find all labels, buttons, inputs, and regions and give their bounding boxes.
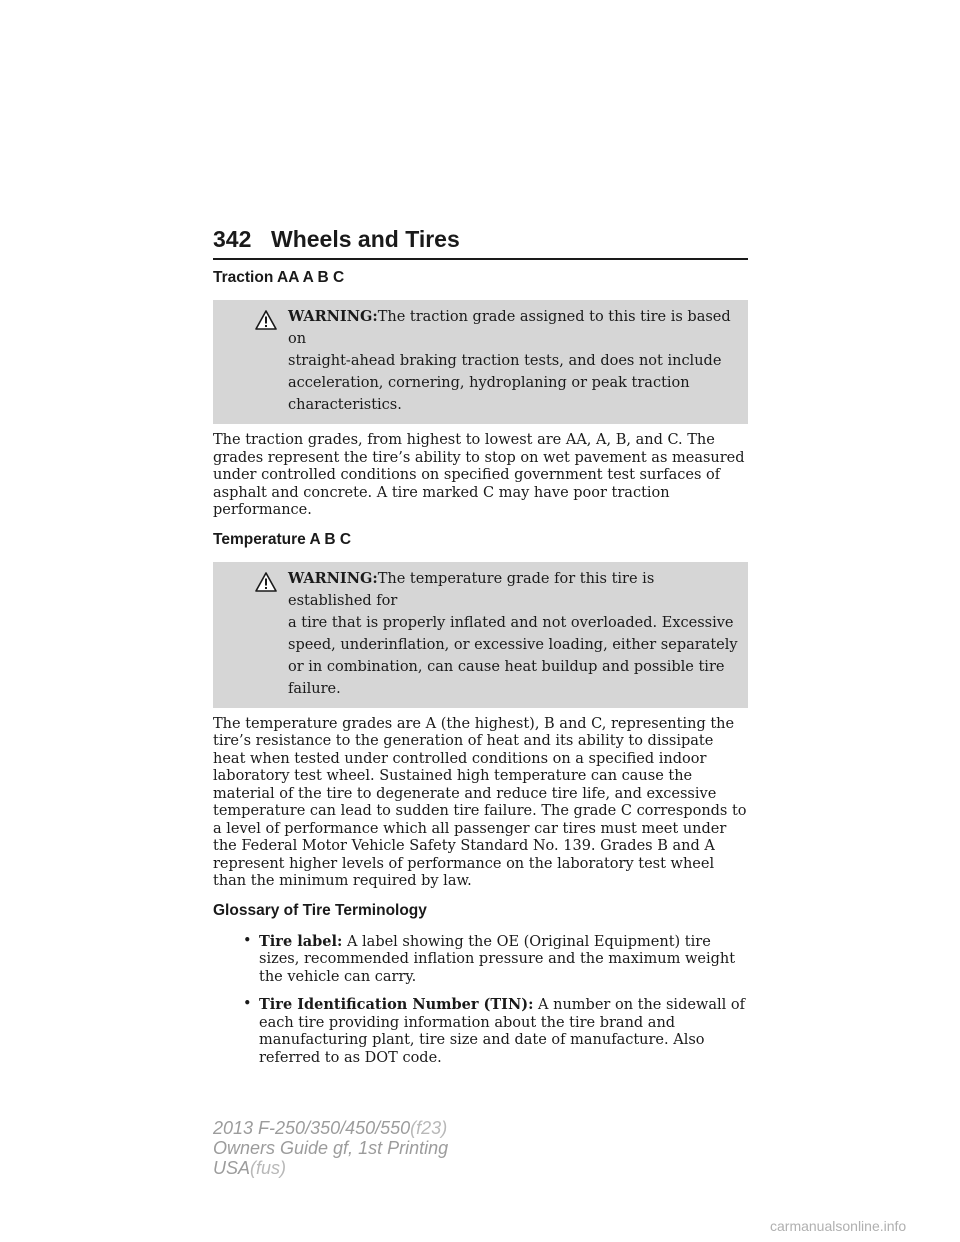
- page-number: 342: [213, 226, 252, 252]
- page-content: [213, 268, 748, 1077]
- traction-warning-text-line1: The traction grade assigned to this tire is based on: [288, 309, 731, 347]
- traction-body: The traction grades, from highest to lowest are AA, A, B, and C. The grades represent the tire’s ability to stop on wet pavement as measured under controlled conditions on specified government test surfaces of asphalt and concrete. A tire marked C may have poor traction performance.: [213, 432, 745, 518]
- footer-model: 2013 F-250/350/450/550: [213, 1118, 411, 1138]
- warning-label: WARNING:: [288, 308, 378, 325]
- temperature-warning-text-rest: a tire that is properly inflated and not overloaded. Excessive speed, underinflation, or excessive loading, either separately or in combination, can cause heat buildup and possible tire failure.: [288, 614, 738, 697]
- warning-triangle-icon: [255, 310, 277, 330]
- footer-region: USA: [213, 1158, 251, 1178]
- temperature-warning-first-line: [243, 568, 740, 612]
- warning-label: WARNING:: [288, 569, 378, 587]
- traction-warning: [213, 300, 748, 424]
- footer-line-3: [213, 1158, 448, 1178]
- footer-region-code: (fus): [250, 1158, 287, 1178]
- traction-warning-text-rest: straight-ahead braking traction tests, and does not include acceleration, cornering, hydroplaning or peak traction characteristics.: [288, 353, 722, 413]
- watermark: carmanualsonline.info: [770, 1218, 907, 1234]
- header-rule: [213, 258, 748, 260]
- section-title: Wheels and Tires: [271, 226, 460, 252]
- glossary-definition: A number on the sidewall of each tire providing information about the tire brand and manufacturing plant, tire size and date of manufacture. Also referred to as DOT code.: [259, 997, 745, 1066]
- temperature-heading: Temperature A B C: [213, 530, 352, 548]
- bullet-icon: •: [243, 932, 252, 949]
- footer-line-1: [213, 1118, 448, 1138]
- warning-triangle-icon: [255, 572, 277, 592]
- document-footer: [213, 1118, 448, 1178]
- bullet-icon: •: [243, 996, 252, 1012]
- glossary-list: [213, 933, 748, 1068]
- footer-line-2: Owners Guide gf, 1st Printing: [213, 1138, 449, 1158]
- glossary-term: Tire Identification Number (TIN):: [259, 996, 534, 1013]
- glossary-definition: A label showing the OE (Original Equipment) tire sizes, recommended inflation pressure and the maximum weight the vehicle can carry.: [259, 933, 736, 985]
- temperature-warning: [213, 562, 748, 708]
- list-item: [213, 933, 748, 987]
- traction-warning-first-line: [243, 306, 740, 350]
- glossary-term: Tire label:: [259, 932, 343, 950]
- temperature-warning-text-line1: The temperature grade for this tire is established for: [288, 570, 655, 609]
- temperature-body: The temperature grades are A (the highest), B and C, representing the tire’s resistance to the generation of heat and its ability to dissipate heat when tested under controlled conditions on a specified indoor laboratory test wheel. Sustained high temperature can cause the material of the tire to degenerate and reduce tire life, and excessive temperature can lead to sudden tire failure. The grade C corresponds to a level of performance which all passenger car tires must meet under the Federal Motor Vehicle Safety Standard No. 139. Grades B and A represent higher levels of performance on the laboratory test wheel than the minimum required by law.: [213, 715, 747, 889]
- list-item: [213, 996, 748, 1067]
- traction-heading: Traction AA A B C: [213, 269, 345, 286]
- glossary-heading: Glossary of Tire Terminology: [213, 901, 427, 919]
- footer-model-code: (f23): [410, 1118, 448, 1138]
